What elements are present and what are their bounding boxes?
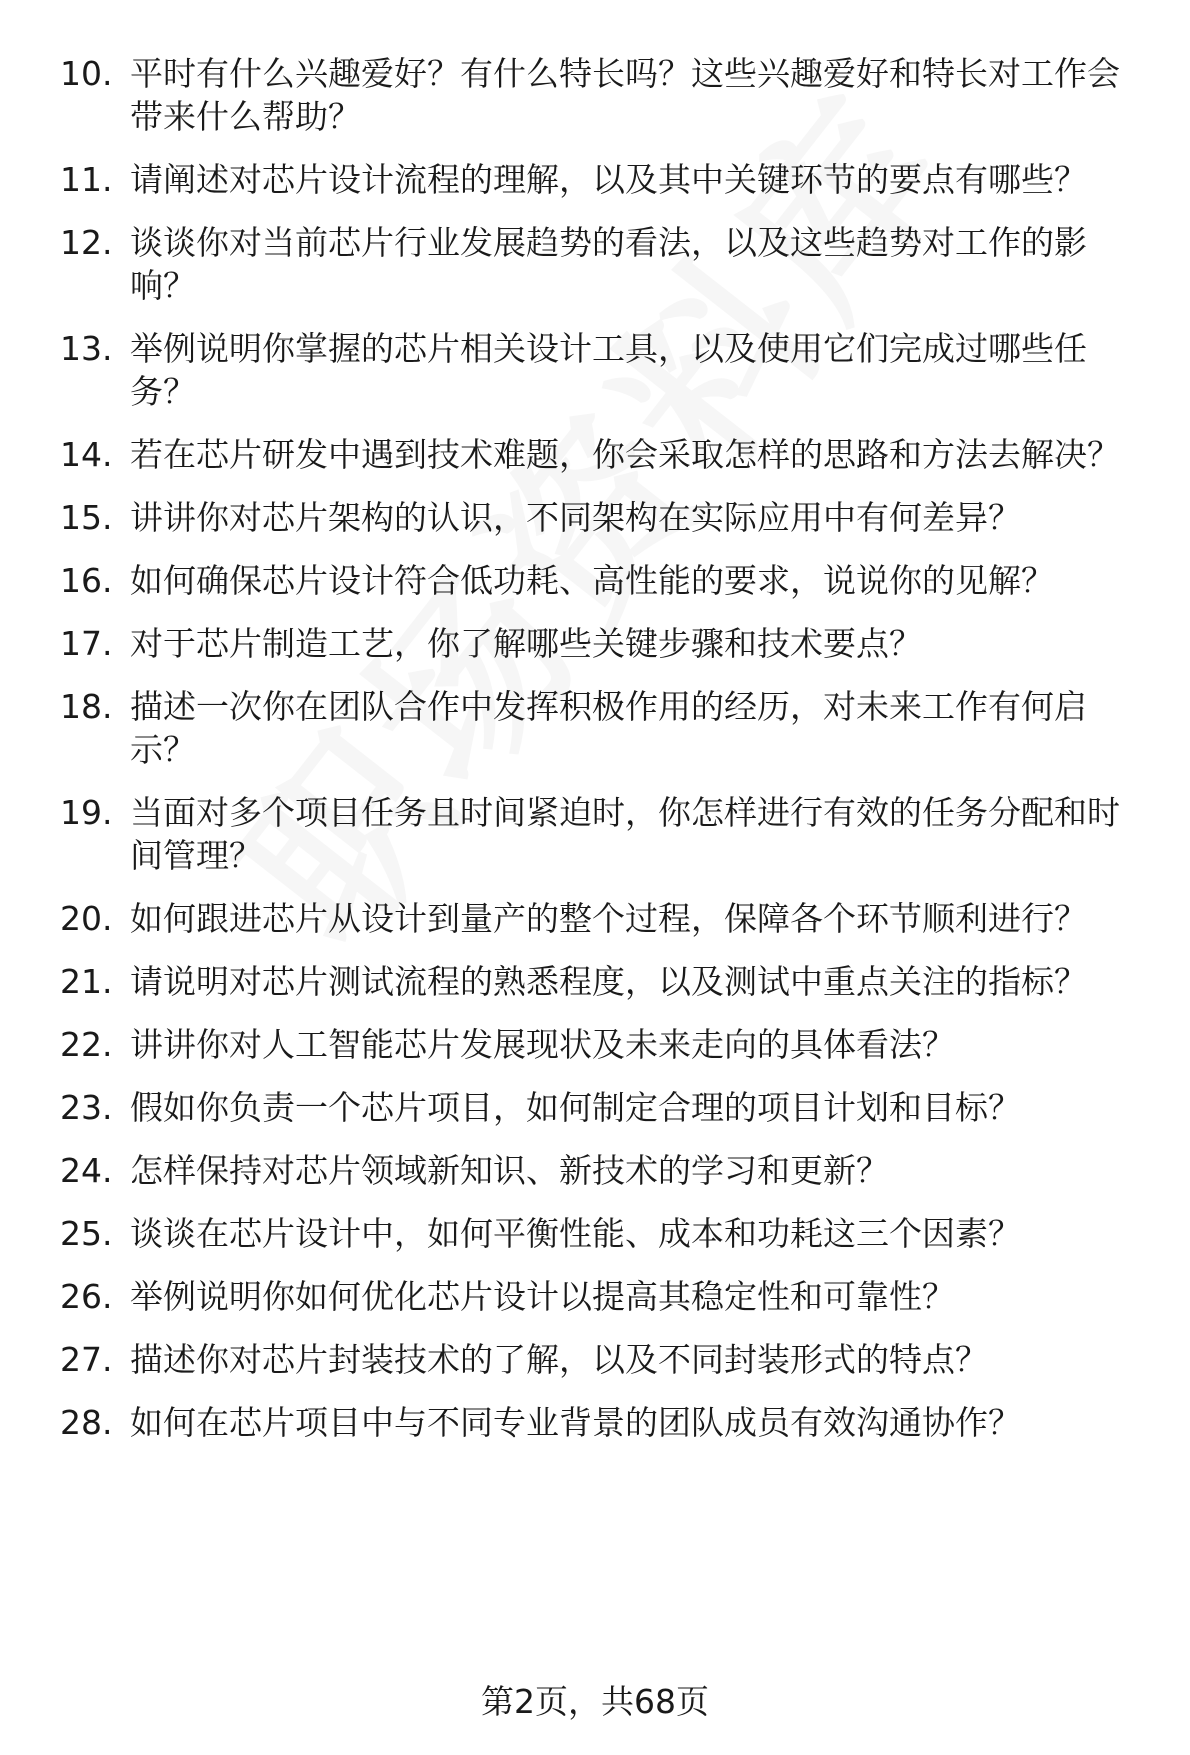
question-item bbox=[60, 433, 1150, 476]
question-number: 18. bbox=[60, 687, 113, 726]
question-text: 举例说明你掌握的芯片相关设计工具，以及使用它们完成过哪些任务？ bbox=[130, 329, 1087, 411]
question-item bbox=[60, 791, 1150, 877]
question-number: 23. bbox=[60, 1088, 113, 1127]
question-number: 15. bbox=[60, 498, 113, 537]
question-number: 10. bbox=[60, 54, 113, 93]
question-item bbox=[60, 327, 1150, 413]
question-number: 19. bbox=[60, 793, 113, 832]
question-item bbox=[60, 1086, 1150, 1129]
question-number: 11. bbox=[60, 160, 113, 199]
question-text: 请说明对芯片测试流程的熟悉程度，以及测试中重点关注的指标？ bbox=[130, 962, 1087, 1001]
question-item bbox=[60, 1212, 1150, 1255]
question-item bbox=[60, 221, 1150, 307]
question-list bbox=[60, 52, 1150, 1464]
question-number: 16. bbox=[60, 561, 113, 600]
question-number: 14. bbox=[60, 435, 113, 474]
question-item bbox=[60, 1023, 1150, 1066]
question-item bbox=[60, 685, 1150, 771]
question-number: 25. bbox=[60, 1214, 113, 1253]
question-text: 举例说明你如何优化芯片设计以提高其稳定性和可靠性？ bbox=[130, 1277, 955, 1316]
question-text: 谈谈在芯片设计中，如何平衡性能、成本和功耗这三个因素？ bbox=[130, 1214, 1021, 1253]
question-number: 24. bbox=[60, 1151, 113, 1190]
question-number: 21. bbox=[60, 962, 113, 1001]
question-number: 12. bbox=[60, 223, 113, 262]
question-text: 怎样保持对芯片领域新知识、新技术的学习和更新？ bbox=[130, 1151, 889, 1190]
question-number: 27. bbox=[60, 1340, 113, 1379]
question-item bbox=[60, 622, 1150, 665]
question-text: 请阐述对芯片设计流程的理解，以及其中关键环节的要点有哪些？ bbox=[130, 160, 1087, 199]
question-number: 28. bbox=[60, 1403, 113, 1442]
question-number: 17. bbox=[60, 624, 113, 663]
question-item bbox=[60, 1401, 1150, 1444]
question-item bbox=[60, 52, 1150, 138]
question-text: 若在芯片研发中遇到技术难题，你会采取怎样的思路和方法去解决？ bbox=[130, 435, 1120, 474]
question-text: 假如你负责一个芯片项目，如何制定合理的项目计划和目标？ bbox=[130, 1088, 1021, 1127]
question-text: 讲讲你对人工智能芯片发展现状及未来走向的具体看法？ bbox=[130, 1025, 955, 1064]
page-number-footer: 第2页，共68页 bbox=[481, 1682, 709, 1721]
question-text: 如何在芯片项目中与不同专业背景的团队成员有效沟通协作？ bbox=[130, 1403, 1021, 1442]
question-text: 描述一次你在团队合作中发挥积极作用的经历，对未来工作有何启示？ bbox=[130, 687, 1087, 769]
question-item bbox=[60, 496, 1150, 539]
question-number: 13. bbox=[60, 329, 113, 368]
question-item bbox=[60, 559, 1150, 602]
question-item bbox=[60, 897, 1150, 940]
question-number: 20. bbox=[60, 899, 113, 938]
question-text: 如何确保芯片设计符合低功耗、高性能的要求，说说你的见解？ bbox=[130, 561, 1054, 600]
question-item bbox=[60, 1275, 1150, 1318]
question-text: 对于芯片制造工艺，你了解哪些关键步骤和技术要点？ bbox=[130, 624, 922, 663]
question-text: 描述你对芯片封装技术的了解，以及不同封装形式的特点？ bbox=[130, 1340, 988, 1379]
question-item bbox=[60, 1338, 1150, 1381]
question-item bbox=[60, 960, 1150, 1003]
question-number: 26. bbox=[60, 1277, 113, 1316]
question-text: 平时有什么兴趣爱好？有什么特长吗？这些兴趣爱好和特长对工作会带来什么帮助？ bbox=[130, 54, 1120, 136]
question-item bbox=[60, 158, 1150, 201]
question-text: 讲讲你对芯片架构的认识，不同架构在实际应用中有何差异？ bbox=[130, 498, 1021, 537]
question-text: 如何跟进芯片从设计到量产的整个过程，保障各个环节顺利进行？ bbox=[130, 899, 1087, 938]
question-item bbox=[60, 1149, 1150, 1192]
question-number: 22. bbox=[60, 1025, 113, 1064]
question-text: 当面对多个项目任务且时间紧迫时，你怎样进行有效的任务分配和时间管理？ bbox=[130, 793, 1120, 875]
question-text: 谈谈你对当前芯片行业发展趋势的看法，以及这些趋势对工作的影响？ bbox=[130, 223, 1087, 305]
